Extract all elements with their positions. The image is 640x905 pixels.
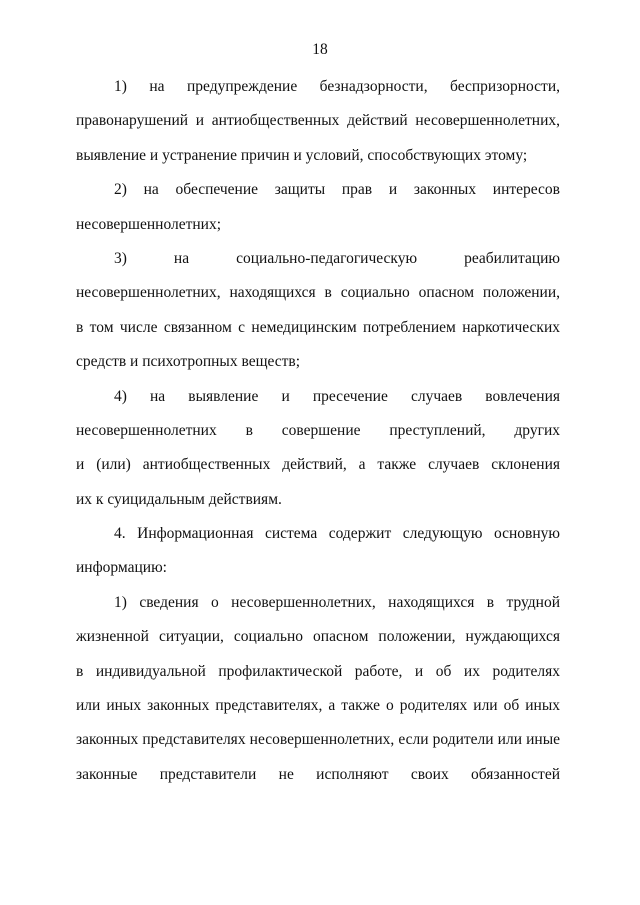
text-line: жизненной ситуации, социально опасном положении, нуждающихся — [76, 628, 560, 646]
text-line: законные представители не исполняют своих обязанностей — [76, 765, 560, 783]
text-line: 1) сведения о несовершеннолетних, находящихся в трудной — [114, 593, 560, 611]
text-line: 2) на обеспечение защиты прав и законных интересов — [114, 181, 560, 199]
text-line: несовершеннолетних, находящихся в социально опасном положении, — [76, 284, 560, 302]
text-line: 3) на социально-педагогическую реабилитацию — [114, 249, 560, 267]
text-line: несовершеннолетних в совершение преступлений, других — [76, 421, 560, 439]
paragraph-5 — [76, 517, 560, 586]
text-line: 4. Информационная система содержит следующую основную — [114, 525, 560, 543]
document-body — [76, 70, 560, 792]
text-line: законных представителях несовершеннолетних, если родители или иные — [76, 731, 560, 749]
text-line: или иных законных представителях, а также о родителях или об иных — [76, 697, 560, 715]
page-number: 18 — [312, 41, 328, 58]
text-line: средств и психотропных веществ; — [76, 353, 301, 371]
text-line: и (или) антиобщественных действий, а также случаев склонения — [76, 456, 560, 474]
text-line: выявление и устранение причин и условий, способствующих этому; — [76, 146, 528, 164]
paragraph-2 — [76, 173, 560, 242]
paragraph-6 — [76, 586, 560, 792]
paragraph-1 — [76, 70, 560, 173]
text-line: их к суицидальным действиям. — [76, 490, 282, 508]
text-line: 1) на предупреждение безнадзорности, беспризорности, — [114, 78, 560, 95]
text-line: 4) на выявление и пресечение случаев вовлечения — [114, 387, 560, 405]
text-line: информацию: — [76, 559, 167, 577]
text-line: в индивидуальной профилактической работе, и об их родителях — [76, 662, 560, 680]
text-line: правонарушений и антиобщественных действий несовершеннолетних, — [76, 112, 560, 130]
text-line: несовершеннолетних; — [76, 215, 222, 233]
paragraph-4 — [76, 380, 560, 518]
text-line: в том числе связанном с немедицинским потреблением наркотических — [76, 318, 560, 336]
paragraph-3 — [76, 242, 560, 380]
